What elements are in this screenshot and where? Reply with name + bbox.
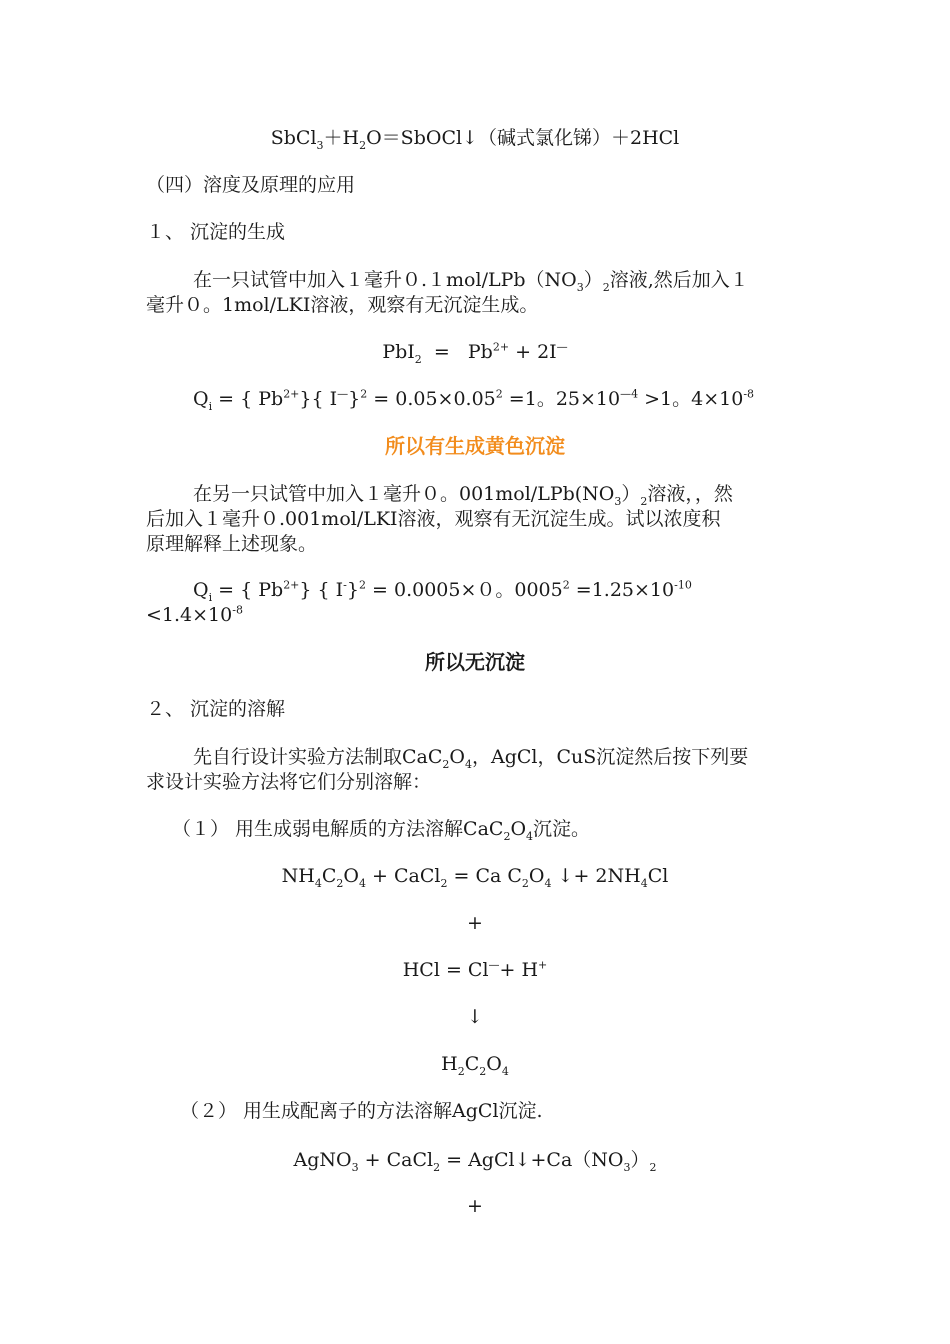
plus-sign-1: + <box>467 912 483 934</box>
paragraph-3-line-2: 求设计实验方法将它们分别溶解： <box>146 771 432 793</box>
item-2-heading: ２、 沉淀的溶解 <box>146 698 286 720</box>
equation-ammonium-oxalate: $NH_4C_2O_4$ + CaCl$_2$ = Ca $C_2O_4$ ↓+ $2NH_4Cl$ <box>281 865 669 890</box>
subitem-1-heading: （１） 用生成弱电解质的方法溶解$CaC_2O_4$沉淀。 <box>172 818 591 843</box>
plus-sign-2: + <box>467 1195 483 1217</box>
conclusion-yellow-precipitate: 所以有生成黄色沉淀 <box>385 434 565 458</box>
paragraph-1-line-2: 毫升０。1mol/LKI溶液，观察有无沉淀生成。 <box>146 294 539 316</box>
paragraph-2-line-1: 在另一只试管中加入１毫升０。$001mol/LPb(NO_3)_2$溶液，，然 <box>193 483 733 508</box>
paragraph-2-line-2: 后加入１毫升０.001mol/LKI溶液，观察有无沉淀生成。试以浓度积 <box>146 508 721 530</box>
paragraph-3-line-1: 先自行设计实验方法制取$CaC_2O_4$，AgCl，CuS沉淀然后按下列要 <box>193 746 749 771</box>
section-4-title: （四）溶度及原理的应用 <box>146 174 356 196</box>
equation-sbocl: $SbCl_3+H_2O=SbOCl↓$（碱式氯化锑）＋2HCl <box>270 127 680 152</box>
paragraph-1-line-1: 在一只试管中加入１毫升$0.1mol/LPb(NO_3)_2$溶液,然后加入１ <box>193 269 749 294</box>
down-arrow: ↓ <box>467 1006 483 1028</box>
equation-qi-1: $Q_i$ = { $Pb^{2+}$}{ $I^—\}^2 = 0.05\times 0.05^2 =1$。$25\times 10^{—4} >1$。$4\times 10^{-8}$ <box>193 387 755 413</box>
conclusion-no-precipitate: 所以无沉淀 <box>425 650 525 674</box>
product-h2c2o4: $H_2C_2O_4$ <box>441 1053 509 1078</box>
equation-silver-nitrate: AgNO$_3$ + CaCl$_2$ = $AgCl↓+Ca(NO_3)_2$ <box>293 1149 657 1174</box>
equation-qi-2-continued: $<1.4\times 10^{-8}$ <box>146 603 243 626</box>
equation-qi-2: $Q_i$ = { $Pb^{2+}$} { I-}$^2$ = 0.0005×０。$0005^2 =1.25\times 10^{-10}$ <box>193 578 692 604</box>
item-1-heading: １、 沉淀的生成 <box>146 221 286 243</box>
paragraph-2-line-3: 原理解释上述现象。 <box>146 533 318 555</box>
equation-pbi2: $PbI_2 = Pb^{2+} + 2I^—$ <box>382 340 568 366</box>
subitem-2-heading: （２） 用生成配离子的方法溶解AgCl沉淀. <box>180 1100 543 1122</box>
equation-hcl: HCl = Cl—+ H+ <box>402 958 548 981</box>
